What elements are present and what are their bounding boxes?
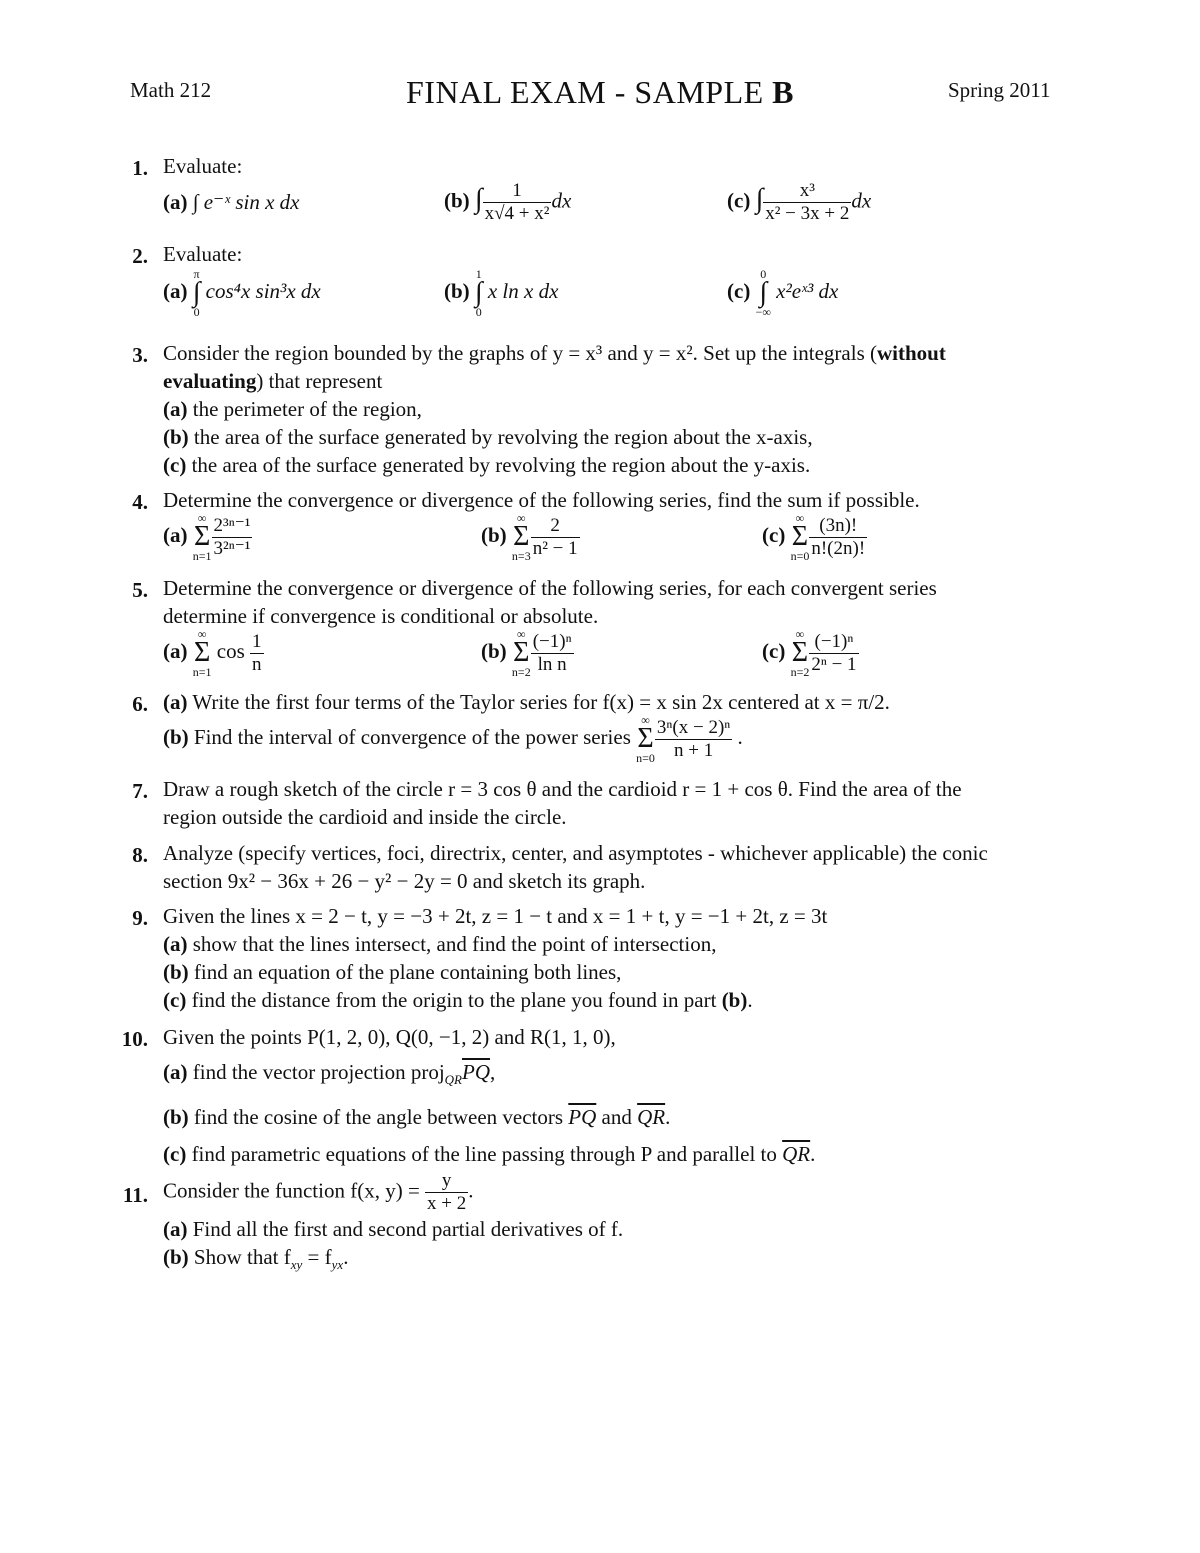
q1-part-b: (b) ∫ $\frac{1}{\text{x√4 + x²}}$ dx	[444, 180, 572, 224]
q2-stem: Evaluate:	[163, 242, 243, 266]
q11-part-b: (b) Show that $f_{xy} = f_{yx}$.	[163, 1245, 349, 1273]
q7-number: 7.	[132, 779, 148, 803]
q10-part-a: (a) find the vector projection $proj_{QR}\overline{PQ}$,	[163, 1060, 496, 1088]
q10-line1: Given the points P(1, 2, 0), Q(0, −1, 2) and R(1, 1, 0),	[163, 1025, 616, 1049]
q11-line1: Consider the function f(x, y) = $\frac{y}{x + 2}$ .	[163, 1170, 474, 1214]
q8-line1: Analyze (specify vertices, foci, directrix, center, and asymptotes - whichever applicable) the conic	[163, 841, 988, 865]
q9-part-c: (c) find the distance from the origin to the plane you found in part (b).	[163, 988, 753, 1012]
q2-part-c: (c) 0 ∫ −∞ x²eˣ³ dx	[727, 267, 839, 319]
course-label: Math 212	[130, 78, 212, 102]
q1-part-c: (c) ∫ $\frac{\text{x³}}{\text{x² − 3x + 2}}$ dx	[727, 180, 872, 224]
q5-stem-line1: Determine the convergence or divergence of the following series, for each convergent series	[163, 576, 937, 600]
q3-line1: Consider the region bounded by the graphs of y = x³ and y = x². Set up the integrals (without	[163, 341, 946, 365]
q9-part-a: (a) show that the lines intersect, and find the point of intersection,	[163, 932, 717, 956]
q2-part-a: (a) π ∫ 0 cos⁴x sin³x dx	[163, 267, 321, 319]
q5-part-b: (b) ∞ Σ n=2 $\frac{\text{(−1)ⁿ}}{\text{ln n}}$	[481, 627, 572, 679]
q11-part-a: (a) Find all the first and second partial derivatives of f.	[163, 1217, 624, 1241]
q4-part-a: (a) ∞ Σ n=1 $\frac{\text{2³ⁿ⁻¹}}{\text{3²ⁿ⁻¹}}$	[163, 511, 251, 563]
q4-part-b: (b) ∞ Σ n=3 $\frac{2}{\text{n² − 1}}$	[481, 511, 578, 563]
q3-part-c: (c) the area of the surface generated by revolving the region about the y-axis.	[163, 453, 811, 477]
q8-number: 8.	[132, 843, 148, 867]
term-label: Spring 2011	[948, 78, 1051, 102]
q5-part-c: (c) ∞ Σ n=2 $\frac{\text{(−1)ⁿ}}{\text{2ⁿ − 1}}$	[762, 627, 857, 679]
q8-line2: section 9x² − 36x + 26 − y² − 2y = 0 and sketch its graph.	[163, 869, 646, 893]
q2-number: 2.	[132, 244, 148, 268]
q3-number: 3.	[132, 343, 148, 367]
q6-part-a: (a) Write the first four terms of the Taylor series for f(x) = x sin 2x centered at x = π/2.	[163, 690, 890, 714]
q3-part-b: (b) the area of the surface generated by revolving the region about the x-axis,	[163, 425, 813, 449]
q5-part-a: (a) ∞ Σ n=1 cos $\frac{1}{n}$	[163, 627, 262, 679]
q1-stem: Evaluate:	[163, 154, 243, 178]
q4-stem: Determine the convergence or divergence of the following series, find the sum if possible.	[163, 488, 920, 512]
q6-part-b: (b) Find the interval of convergence of the power series ∞ Σ n=0 $\frac{\text{3ⁿ(x − 2)ⁿ}}{n + 1}$ .	[163, 713, 743, 765]
q7-line1: Draw a rough sketch of the circle r = 3 cos θ and the cardioid r = 1 + cos θ. Find the area of the	[163, 777, 962, 801]
q11-number: 11.	[122, 1183, 148, 1207]
q2-part-b: (b) 1 ∫ 0 x ln x dx	[444, 267, 559, 319]
q5-number: 5.	[132, 578, 148, 602]
q6-number: 6.	[132, 692, 148, 716]
title-main: FINAL EXAM - SAMPLE	[406, 74, 773, 110]
q9-line1: Given the lines x = 2 − t, y = −3 + 2t, z = 1 − t and x = 1 + t, y = −1 + 2t, z = 3t	[163, 904, 828, 928]
q10-part-b: (b) find the cosine of the angle between vectors $\overline{PQ}$ and $\overline{QR}$.	[163, 1105, 671, 1129]
q4-part-c: (c) ∞ Σ n=0 $\frac{(3n)!}{n!(2n)!}$	[762, 511, 866, 563]
q1-number: 1.	[132, 156, 148, 180]
q9-number: 9.	[132, 906, 148, 930]
title-letter: B	[772, 74, 794, 110]
q7-line2: region outside the cardioid and inside the circle.	[163, 805, 567, 829]
q5-stem-line2: determine if convergence is conditional or absolute.	[163, 604, 599, 628]
q9-part-b: (b) find an equation of the plane containing both lines,	[163, 960, 622, 984]
q3-line2: evaluating) that represent	[163, 369, 383, 393]
q3-part-a: (a) the perimeter of the region,	[163, 397, 422, 421]
q4-number: 4.	[132, 490, 148, 514]
q10-number: 10.	[121, 1027, 148, 1051]
q1-part-a: (a) ∫ e⁻ˣ sin x dx	[163, 190, 300, 214]
q10-part-c: (c) find parametric equations of the line passing through P and parallel to $\overline{QR}$.	[163, 1142, 816, 1166]
